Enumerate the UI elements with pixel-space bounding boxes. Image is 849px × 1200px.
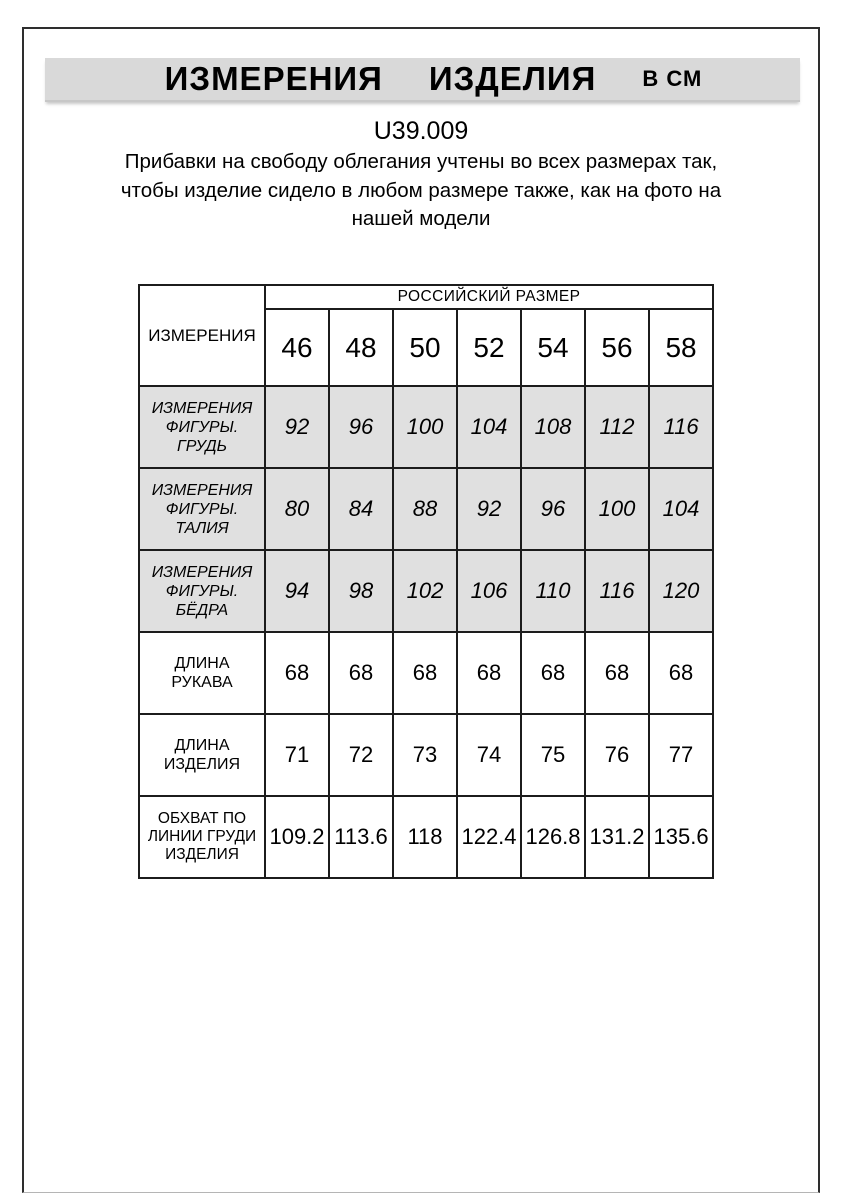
value-cell: 74 xyxy=(457,714,521,796)
group-header-row xyxy=(139,285,713,309)
value-cell: 77 xyxy=(649,714,713,796)
value-cell: 135.6 xyxy=(649,796,713,878)
value-cell: 106 xyxy=(457,550,521,632)
banner-title-product: ИЗДЕЛИЯ xyxy=(428,60,597,97)
value-cell: 96 xyxy=(521,468,585,550)
value-cell: 109.2 xyxy=(265,796,329,878)
value-cell: 108 xyxy=(521,386,585,468)
value-cell: 76 xyxy=(585,714,649,796)
value-cell: 71 xyxy=(265,714,329,796)
value-cell: 92 xyxy=(457,468,521,550)
value-cell: 122.4 xyxy=(457,796,521,878)
banner-title-measurements: ИЗМЕРЕНИЯ xyxy=(164,60,383,97)
size-column-header: 56 xyxy=(585,309,649,386)
value-cell: 68 xyxy=(585,632,649,714)
table-row-chest xyxy=(139,386,713,468)
table-row-hips xyxy=(139,550,713,632)
row-label: ДЛИНА ИЗДЕЛИЯ xyxy=(139,714,265,796)
table-row-item-length xyxy=(139,714,713,796)
value-cell: 116 xyxy=(649,386,713,468)
value-cell: 68 xyxy=(649,632,713,714)
value-cell: 131.2 xyxy=(585,796,649,878)
row-label: ИЗМЕРЕНИЯ ФИГУРЫ. БЁДРА xyxy=(139,550,265,632)
value-cell: 102 xyxy=(393,550,457,632)
value-cell: 75 xyxy=(521,714,585,796)
value-cell: 118 xyxy=(393,796,457,878)
value-cell: 120 xyxy=(649,550,713,632)
value-cell: 88 xyxy=(393,468,457,550)
header-banner xyxy=(45,58,800,102)
value-cell: 112 xyxy=(585,386,649,468)
value-cell: 98 xyxy=(329,550,393,632)
russian-size-group-header: РОССИЙСКИЙ РАЗМЕР xyxy=(265,285,713,309)
size-column-header: 54 xyxy=(521,309,585,386)
size-column-header: 52 xyxy=(457,309,521,386)
table-row-sleeve-length xyxy=(139,632,713,714)
value-cell: 73 xyxy=(393,714,457,796)
value-cell: 72 xyxy=(329,714,393,796)
value-cell: 68 xyxy=(521,632,585,714)
size-column-header: 48 xyxy=(329,309,393,386)
measurements-corner-header: ИЗМЕРЕНИЯ xyxy=(139,285,265,386)
value-cell: 100 xyxy=(585,468,649,550)
row-label: ОБХВАТ ПО ЛИНИИ ГРУДИ ИЗДЕЛИЯ xyxy=(139,796,265,878)
value-cell: 116 xyxy=(585,550,649,632)
note-line-2: чтобы изделие сидело в любом размере также, как на фото на xyxy=(120,178,722,202)
value-cell: 68 xyxy=(393,632,457,714)
value-cell: 84 xyxy=(329,468,393,550)
value-cell: 92 xyxy=(265,386,329,468)
page-frame xyxy=(22,27,820,1193)
size-column-header: 58 xyxy=(649,309,713,386)
size-column-header: 46 xyxy=(265,309,329,386)
size-table xyxy=(138,284,714,879)
table-row-chest-girth xyxy=(139,796,713,878)
value-cell: 94 xyxy=(265,550,329,632)
value-cell: 68 xyxy=(265,632,329,714)
row-label: ИЗМЕРЕНИЯ ФИГУРЫ. ТАЛИЯ xyxy=(139,468,265,550)
size-column-header: 50 xyxy=(393,309,457,386)
value-cell: 100 xyxy=(393,386,457,468)
value-cell: 110 xyxy=(521,550,585,632)
value-cell: 113.6 xyxy=(329,796,393,878)
row-label: ДЛИНА РУКАВА xyxy=(139,632,265,714)
value-cell: 104 xyxy=(457,386,521,468)
value-cell: 68 xyxy=(457,632,521,714)
note-line-1: Прибавки на свободу облегания учтены во всех размерах так, xyxy=(124,150,718,173)
value-cell: 104 xyxy=(649,468,713,550)
value-cell: 80 xyxy=(265,468,329,550)
table-row-waist xyxy=(139,468,713,550)
value-cell: 126.8 xyxy=(521,796,585,878)
size-table-wrap xyxy=(138,284,714,879)
row-label: ИЗМЕРЕНИЯ ФИГУРЫ. ГРУДЬ xyxy=(139,386,265,468)
value-cell: 96 xyxy=(329,386,393,468)
banner-unit-label: В СМ xyxy=(642,66,703,91)
article-code: U39.009 xyxy=(373,117,469,145)
fit-note xyxy=(24,148,818,234)
note-line-3: нашей модели xyxy=(351,207,491,230)
value-cell: 68 xyxy=(329,632,393,714)
